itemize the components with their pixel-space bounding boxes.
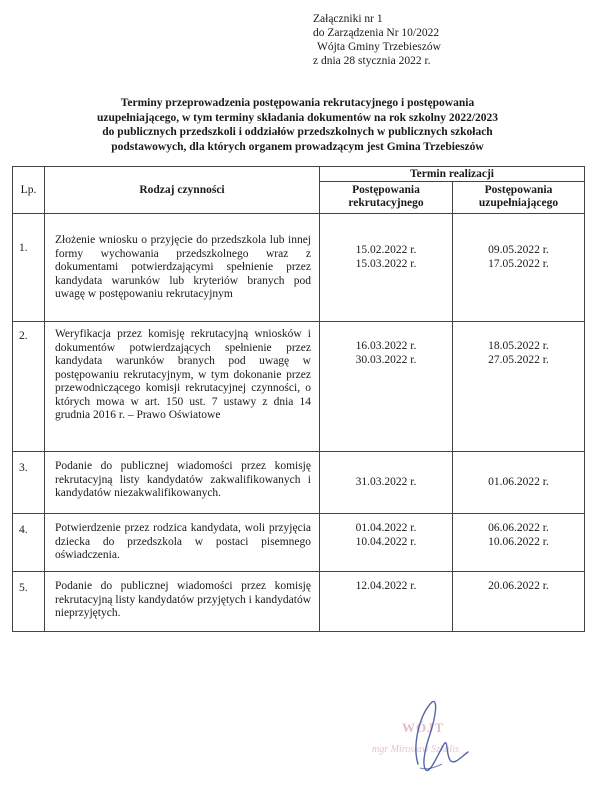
row-supplementary-dates: [453, 452, 585, 514]
row-number: 3.: [13, 452, 45, 514]
title-line: Terminy przeprowadzenia postępowania rekrutacyjnego i postępowania: [120, 97, 475, 109]
table-row: [13, 514, 585, 572]
date-start: 12.04.2022 r.: [355, 580, 417, 592]
header-line: do Zarządzenia Nr 10/2022: [313, 27, 440, 39]
date-start: 18.05.2022 r.: [488, 340, 549, 352]
row-supplementary-dates: [453, 514, 585, 572]
header-lp: Lp.: [13, 167, 45, 214]
title-line: podstawowych, dla których organem prowadzącym jest Gmina Trzebieszów: [111, 140, 484, 153]
date-end: 27.05.2022 r.: [488, 353, 549, 366]
row-supplementary-dates: [453, 322, 585, 452]
date-end: 17.05.2022 r.: [488, 257, 549, 270]
row-activity: Weryfikacja przez komisję rekrutacyjną wniosków i dokumentów potwierdzających spełnienie przez kandydata warunków branych pod uwagę w postępowaniu rekrutacyjnym, w tym dokonanie przez przewodniczącego komisji rekrutacyjnej czynności, o których mowa w art. 150 ust. 7 ustawy z dnia 14 grudnia 2016 r. – Prawo Oświatowe: [45, 322, 320, 452]
row-recruitment-dates: [320, 322, 453, 452]
attachment-header: [313, 12, 441, 68]
row-activity: Potwierdzenie przez rodzica kandydata, woli przyjęcia dziecka do przedszkola w postaci pisemnego oświadczenia.: [45, 514, 320, 572]
date-start: 31.03.2022 r.: [355, 476, 417, 488]
date-start: 20.06.2022 r.: [488, 580, 549, 592]
header-line: z dnia 28 stycznia 2022 r.: [313, 55, 431, 67]
row-number: 5.: [13, 572, 45, 632]
row-recruitment-dates: [320, 514, 453, 572]
row-supplementary-dates: [453, 572, 585, 632]
row-supplementary-dates: [453, 214, 585, 322]
date-start: 15.02.2022 r.: [355, 244, 417, 256]
table-row: [13, 572, 585, 632]
table-row: [13, 214, 585, 322]
row-recruitment-dates: [320, 452, 453, 514]
row-activity: Podanie do publicznej wiadomości przez komisję rekrutacyjną listy kandydatów przyjętych i kandydatów nieprzyjętych.: [45, 572, 320, 632]
header-activity: Rodzaj czynności: [45, 167, 320, 214]
document-title: [30, 96, 565, 154]
title-line: do publicznych przedszkoli i oddziałów przedszkolnych w publicznych szkołach: [102, 126, 493, 138]
table-row: [13, 322, 585, 452]
date-start: 16.03.2022 r.: [355, 340, 417, 352]
row-number: 2.: [13, 322, 45, 452]
header-line: Załączniki nr 1: [313, 13, 383, 25]
table-row: [13, 452, 585, 514]
date-end: 15.03.2022 r.: [355, 257, 417, 270]
header-recruitment: Postępowania rekrutacyjnego: [320, 182, 453, 214]
row-recruitment-dates: [320, 572, 453, 632]
stamp-title: WÓJT: [402, 720, 445, 735]
stamp-name: mgr Mirosław Szkalis: [372, 744, 459, 755]
date-start: 06.06.2022 r.: [488, 522, 549, 534]
handwritten-signature: [360, 694, 500, 784]
row-number: 4.: [13, 514, 45, 572]
date-end: 10.06.2022 r.: [488, 535, 549, 548]
date-start: 01.06.2022 r.: [488, 476, 549, 488]
row-activity: Złożenie wniosku o przyjęcie do przedszkola lub innej formy wychowania przedszkolnego wraz z dokumentami potwierdzającymi spełnienie przez kandydata warunków lub kryteriów branych pod uwagę w postępowaniu rekrutacyjnym: [45, 214, 320, 322]
date-start: 01.04.2022 r.: [355, 522, 417, 534]
row-activity: Podanie do publicznej wiadomości przez komisję rekrutacyjną listy kandydatów zakwalifikowanych i kandydatów niezakwalifikowanych.: [45, 452, 320, 514]
header-term: Termin realizacji: [320, 167, 585, 182]
date-end: 10.04.2022 r.: [355, 535, 417, 548]
header-line: Wójta Gminy Trzebieszów: [317, 41, 441, 53]
row-recruitment-dates: [320, 214, 453, 322]
header-supplementary: Postępowania uzupełniającego: [453, 182, 585, 214]
row-number: 1.: [13, 214, 45, 322]
schedule-table: [12, 166, 585, 632]
date-start: 09.05.2022 r.: [488, 244, 549, 256]
title-line: uzupełniającego, w tym terminy składania dokumentów na rok szkolny 2022/2023: [96, 111, 499, 124]
date-end: 30.03.2022 r.: [355, 353, 417, 366]
